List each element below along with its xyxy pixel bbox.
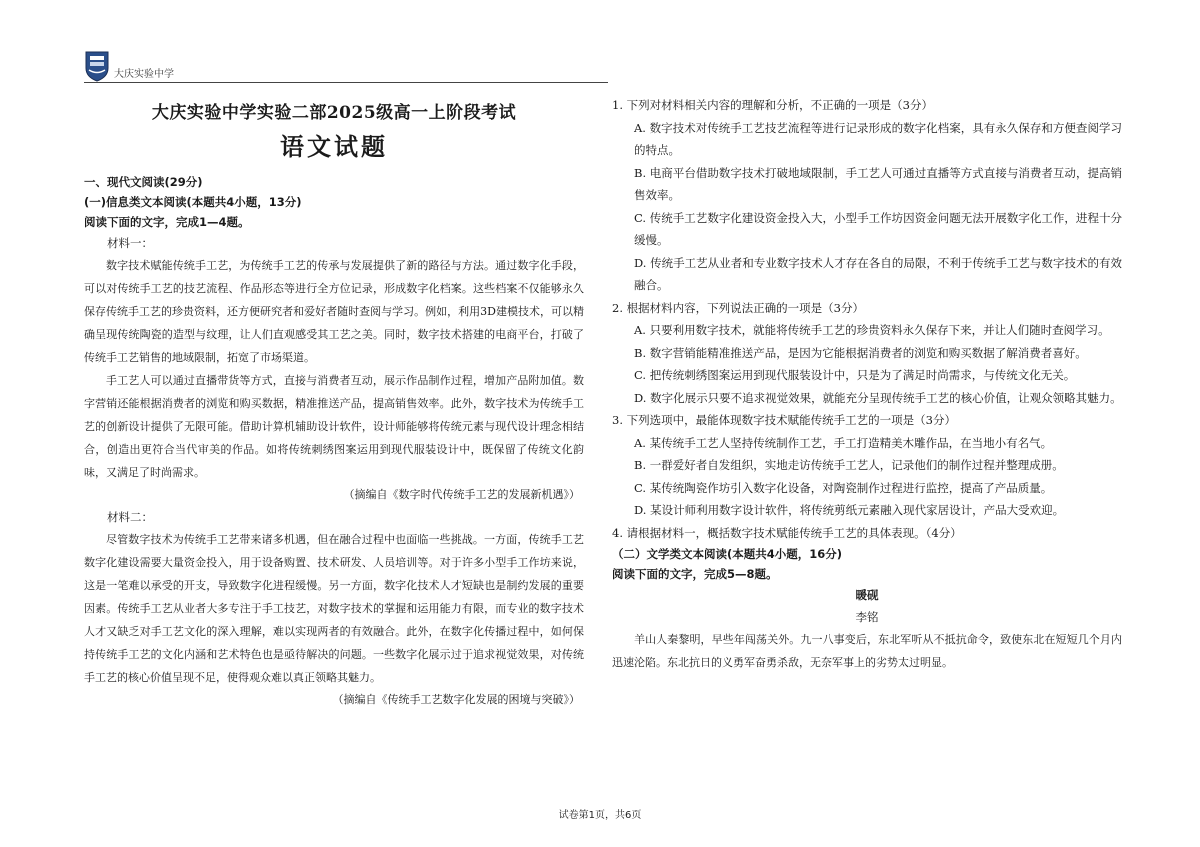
school-name: 大庆实验中学 [114,69,174,80]
question-option: A. 数字技术对传统手工艺技艺流程等进行记录形成的数字化档案，具有永久保存和方便查阅学习的特点。 [634,120,1122,157]
material-paragraph: 数字技术赋能传统手工艺，为传统手工艺的传承与发展提供了新的路径与方法。通过数字化手段，可以对传统手工艺的技艺流程、作品形态等进行全方位记录，形成数字化档案。这些档案不仅能够永久保存传统手工艺的珍贵资料，还方便研究者和爱好者随时查阅与学习。例如，利用3D建模技术，可以精确呈现传统陶瓷的造型与纹理，让人们直观感受其工艺之美。同时，数字技术搭建的电商平台，打破了传统手工艺销售的地域限制，拓宽了市场渠道。 [84,259,584,364]
question-option: C. 某传统陶瓷作坊引入数字化设备，对陶瓷制作过程进行监控，提高了产品质量。 [634,480,1053,495]
reading-instruction: 阅读下面的文字，完成5—8题。 [612,567,778,581]
material-label: 材料二： [107,510,153,524]
question-option: B. 数字营销能精准推送产品，是因为它能根据消费者的浏览和购买数据了解消费者喜好。 [634,345,1087,360]
subsection-heading: (一)信息类文本阅读(本题共4小题，13分) [84,195,302,209]
material-label: 材料一： [107,236,153,250]
header-rule [84,82,608,83]
material-source: （摘编自《数字时代传统手工艺的发展新机遇》） [343,488,580,501]
reading-instruction: 阅读下面的文字，完成1—4题。 [84,215,250,229]
story-paragraph: 羊山人秦黎明，早些年闯荡关外。九一八事变后，东北军听从不抵抗命令，致使东北在短短几个月内迅速沦陷。东北抗日的义勇军奋勇杀敌，无奈军事上的劣势太过明显。 [612,633,1122,669]
left-column [84,94,584,711]
material-source: （摘编自《传统手工艺数字化发展的困境与突破》） [332,693,580,706]
question-option: D. 某设计师利用数字设计软件，将传统剪纸元素融入现代家居设计，产品大受欢迎。 [634,503,1065,517]
right-column [612,94,1122,674]
question: 2. 根据材料内容，下列说法正确的一项是（3分） [612,300,864,315]
question-option: C. 把传统刺绣图案运用到现代服装设计中，只是为了满足时尚需求，与传统文化无关。 [634,368,1076,382]
question-option: B. 电商平台借助数字技术打破地域限制，手工艺人可通过直播等方式直接与消费者互动，提高销售效率。 [634,165,1122,202]
exam-title: 大庆实验中学实验二部2025级高一上阶段考试 [151,103,517,123]
question: 4. 请根据材料一，概括数字技术赋能传统手工艺的具体表现。（4分） [612,525,962,540]
exam-subtitle: 语文试题 [280,132,388,161]
question-option: D. 数字化展示只要不追求视觉效果，就能充分呈现传统手工艺的核心价值，让观众领略其魅力。 [634,390,1122,405]
question-option: A. 某传统手工艺人坚持传统制作工艺，手工打造精美木雕作品，在当地小有名气。 [634,435,1053,450]
story-title: 暖砚 [855,588,879,602]
material-paragraph: 尽管数字技术为传统手工艺带来诸多机遇，但在融合过程中也面临一些挑战。一方面，传统手工艺数字化建设需要大量资金投入，用于设备购置、技术研发、人员培训等。对于许多小型手工作坊来说，这是一笔难以承受的开支，导致数字化进程缓慢。另一方面，数字化技术人才短缺也是制约发展的重要因素。传统手工艺从业者大多专注于手工技艺，对数字技术的掌握和运用能力有限，而专业的数字技术人才又缺乏对手工艺文化的深入理解，难以实现两者的有效融合。此外，在数字化传播过程中，如何保持传统手工艺的文化内涵和艺术特色也是亟待解决的问题。一些数字化展示过于追求视觉效果，对传统手工艺的核心价值呈现不足，使得观众难以真正领略其魅力。 [84,533,584,684]
question-option: D. 传统手工艺从业者和专业数字技术人才存在各自的局限，不利于传统手工艺与数字技术的有效融合。 [634,255,1122,292]
question-option: A. 只要利用数字技术，就能将传统手工艺的珍贵资料永久保存下来，并让人们随时查阅学习。 [634,323,1110,337]
school-crest-icon [84,50,110,82]
section-heading: 一、现代文阅读(29分) [84,175,203,189]
question-option: B. 一群爱好者自发组织，实地走访传统手工艺人，记录他们的制作过程并整理成册。 [634,458,1064,472]
school-header [84,50,174,82]
question-option: C. 传统手工艺数字化建设资金投入大，小型手工作坊因资金问题无法开展数字化工作，进程十分缓慢。 [634,210,1122,247]
question: 1. 下列对材料相关内容的理解和分析，不正确的一项是（3分） [612,98,933,112]
material-paragraph: 手工艺人可以通过直播带货等方式，直接与消费者互动，展示作品制作过程，增加产品附加值。数字营销还能根据消费者的浏览和购买数据，精准推送产品，提高销售效率。此外，数字技术为传统手工艺的创新设计提供了无限可能。借助计算机辅助设计软件，设计师能够将传统元素与现代设计理念相结合，创造出更符合当代审美的作品。如将传统刺绣图案运用到现代服装设计中，既保留了传统文化韵味，又满足了时尚需求。 [84,374,584,479]
story-author: 李铭 [855,610,879,624]
question: 3. 下列选项中，最能体现数字技术赋能传统手工艺的一项是（3分） [612,413,956,427]
subsection-heading: （二）文学类文本阅读(本题共4小题，16分) [612,547,843,561]
page-footer: 试卷第1页，共6页 [558,810,642,821]
